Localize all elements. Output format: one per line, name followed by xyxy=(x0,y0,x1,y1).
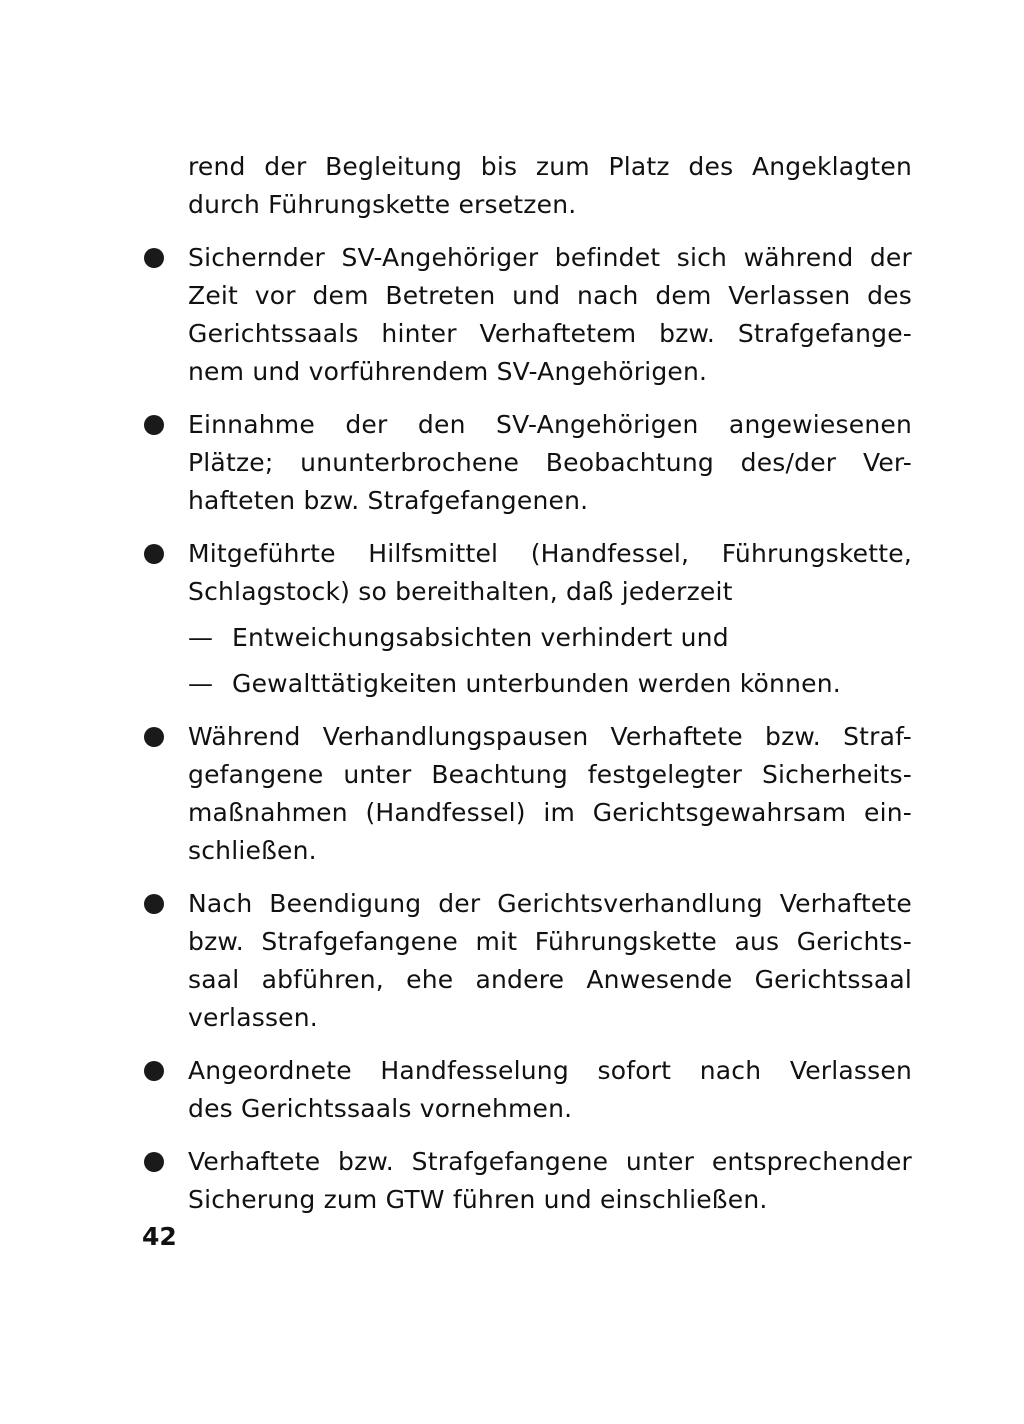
text-line: Gerichtssaals hinter Verhaftetem bzw. Strafgefange- xyxy=(188,319,912,348)
text-line: verlassen. xyxy=(188,1003,318,1032)
sub-item xyxy=(188,619,912,657)
sub-item-text: Gewalttätigkeiten unterbunden werden können. xyxy=(232,669,841,698)
page-number: 42 xyxy=(142,1222,177,1251)
text-line: Sichernder SV-Angehöriger befindet sich während der xyxy=(188,243,912,272)
bullet-item-2 xyxy=(188,406,912,520)
text-line: schließen. xyxy=(188,836,317,865)
continuation-paragraph xyxy=(188,148,912,224)
bullet-item-4 xyxy=(188,718,912,870)
text-line: Plätze; ununterbrochene Beobachtung des/der Ver- xyxy=(188,448,912,477)
text-line: gefangene unter Beachtung festgelegter Sicherheits- xyxy=(188,760,912,789)
dash-marker: — xyxy=(188,669,214,698)
bullet-dot-icon xyxy=(144,1152,164,1172)
bullet-item-3 xyxy=(188,535,912,703)
text-line: hafteten bzw. Strafgefangenen. xyxy=(188,486,589,515)
text-line: Angeordnete Handfesselung sofort nach Verlassen xyxy=(188,1056,912,1085)
text-line: maßnahmen (Handfessel) im Gerichtsgewahrsam ein- xyxy=(188,798,912,827)
text-line: Sicherung zum GTW führen und einschließen. xyxy=(188,1185,768,1214)
bullet-dot-icon xyxy=(144,727,164,747)
bullet-item-6 xyxy=(188,1052,912,1128)
text-line: Einnahme der den SV-Angehörigen angewiesenen xyxy=(188,410,912,439)
sub-item xyxy=(188,665,912,703)
text-line: rend der Begleitung bis zum Platz des Angeklagten xyxy=(188,152,912,181)
text-line: des Gerichtssaals vornehmen. xyxy=(188,1094,573,1123)
page-body xyxy=(188,148,912,1234)
text-line: durch Führungskette ersetzen. xyxy=(188,190,577,219)
text-line: Nach Beendigung der Gerichtsverhandlung Verhaftete xyxy=(188,889,912,918)
bullet-dot-icon xyxy=(144,894,164,914)
bullet-item-7 xyxy=(188,1143,912,1219)
bullet-dot-icon xyxy=(144,544,164,564)
bullet-dot-icon xyxy=(144,1061,164,1081)
text-line: Verhaftete bzw. Strafgefangene unter entsprechender xyxy=(188,1147,912,1176)
text-line: bzw. Strafgefangene mit Führungskette aus Gerichts- xyxy=(188,927,912,956)
text-line: Mitgeführte Hilfsmittel (Handfessel, Führungskette, xyxy=(188,539,912,568)
text-line: Schlagstock) so bereithalten, daß jederzeit xyxy=(188,577,733,606)
dash-marker: — xyxy=(188,623,214,652)
text-line: saal abführen, ehe andere Anwesende Gerichtssaal xyxy=(188,965,912,994)
sub-item-text: Entweichungsabsichten verhindert und xyxy=(232,623,729,652)
bullet-dot-icon xyxy=(144,248,164,268)
bullet-item-5 xyxy=(188,885,912,1037)
text-line: Zeit vor dem Betreten und nach dem Verlassen des xyxy=(188,281,912,310)
text-line: Während Verhandlungspausen Verhaftete bzw. Straf- xyxy=(188,722,912,751)
bullet-dot-icon xyxy=(144,415,164,435)
text-line: nem und vorführendem SV-Angehörigen. xyxy=(188,357,708,386)
bullet-item-1 xyxy=(188,239,912,391)
